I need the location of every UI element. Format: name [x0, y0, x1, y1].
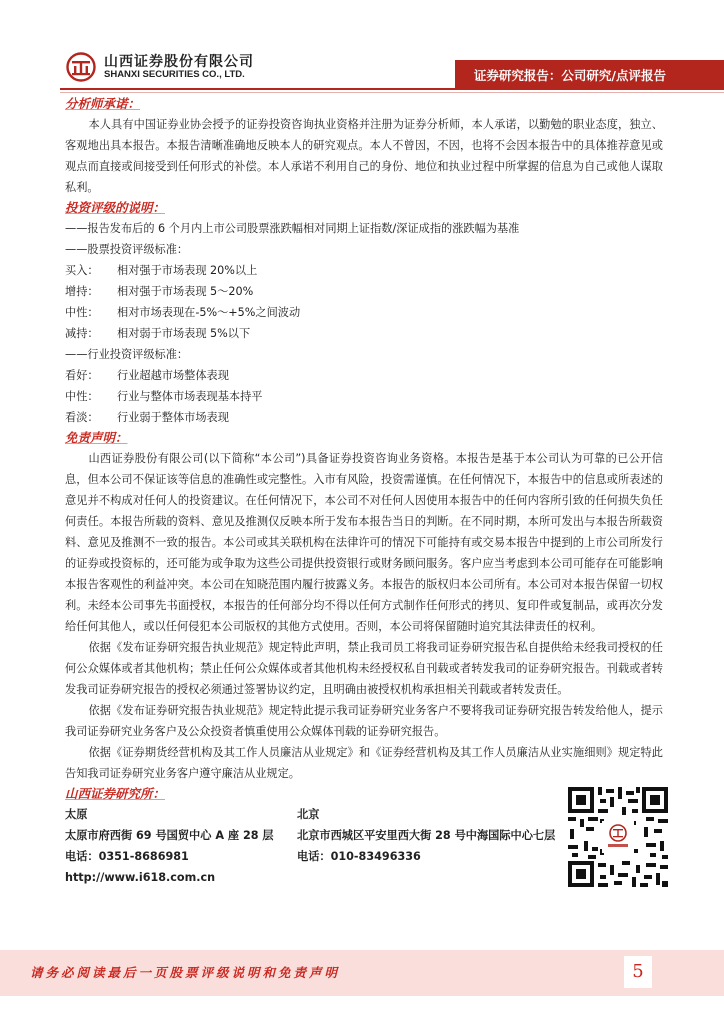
footer-notice: 请务必阅读最后一页股票评级说明和免责声明	[30, 965, 341, 980]
analyst-commitment-title: 分析师承诺：	[65, 96, 141, 111]
taiyuan-phone: 电话：0351-8686981	[65, 850, 189, 863]
analyst-commitment-text: 本人具有中国证券业协会授予的证券投资咨询执业资格并注册为证券分析师，本人承诺，以勤勉的职业态度，独立、客观地出具本报告。本报告清晰准确地反映本人的研究观点。本人不曾因，不因，也将不会因本报告中的具体推荐意见或观点而直接或间接受到任何形式的补偿。本人承诺不利用自己的身份、地位和执业过程中所掌握的信息为自己或他人谋取私利。	[65, 118, 663, 194]
rating-desc: 行业超越市场整体表现	[117, 369, 229, 382]
stock-rating-header: ——股票投资评级标准：	[65, 243, 189, 256]
research-institute-title: 山西证券研究所：	[65, 786, 166, 801]
rating-label: 中性：	[65, 306, 99, 319]
rating-desc: 相对强于市场表现 20%以上	[117, 264, 258, 277]
report-type-band	[455, 60, 724, 88]
company-name-en: SHANXI SECURITIES CO., LTD.	[104, 69, 245, 80]
disclaimer-paragraph: 山西证券股份有限公司(以下简称“本公司”)具备证券投资咨询业务资格。本报告是基于本公司认为可靠的已公开信息，但本公司不保证该等信息的准确性或完整性。入市有风险，投资需谨慎。在任何情况下，本报告中的信息或所表述的意见并不构成对任何人的投资建议。在任何情况下，本公司不对任何人因使用本报告中的任何内容所引致的任何损失负任何责任。本报告所载的资料、意见及推测仅反映本所于发布本报告当日的判断。在不同时期，本所可发出与本报告所载资料、意见及推测不一致的报告。本公司或其关联机构在法律许可的情况下可能持有或交易本报告中提到的上市公司所发行的证券或投资标的，还可能为或争取为这些公司提供投资银行或财务顾问服务。客户应当考虑到本公司可能存在可能影响本报告客观性的利益冲突。本公司在知晓范围内履行披露义务。本报告的版权归本公司所有。本公司对本报告保留一切权利。未经本公司事先书面授权，本报告的任何部分均不得以任何方式制作任何形式的拷贝、复印件或复制品，或再次分发给任何其他人，或以任何侵犯本公司版权的其他方式使用。否则，本公司将保留随时追究其法律责任的权利。	[65, 452, 663, 633]
shanxi-securities-logo-icon	[66, 52, 96, 82]
page-number: 5	[624, 956, 652, 988]
taiyuan-address: 太原市府西街 69 号国贸中心 A 座 28 层	[65, 829, 274, 842]
report-type-label: 证券研究报告：公司研究/点评报告	[473, 68, 666, 83]
document-body	[65, 94, 663, 888]
beijing-phone: 电话：010-83496336	[297, 850, 421, 863]
company-name-cn: 山西证券股份有限公司	[104, 54, 254, 70]
rating-desc: 相对弱于市场表现 5%以下	[117, 327, 251, 340]
taiyuan-city: 太原	[65, 808, 88, 821]
stock-rating-row	[65, 281, 663, 302]
rating-label: 中性：	[65, 390, 99, 403]
header-divider	[60, 88, 724, 90]
disclaimer-paragraph: 依据《发布证券研究报告执业规范》规定特此提示我司证券研究业务客户不要将我司证券研究报告转发给他人，提示我司证券研究业务客户及公众投资者慎重使用公众媒体刊载的证券研究报告。	[65, 704, 663, 738]
header-divider-thin	[60, 92, 724, 93]
taiyuan-office	[65, 804, 297, 888]
disclaimer-paragraph: 依据《证券期货经营机构及其工作人员廉洁从业规定》和《证券经营机构及其工作人员廉洁从业实施细则》规定特此告知我司证券研究业务客户遵守廉洁从业规定。	[65, 746, 663, 780]
rating-label: 减持：	[65, 327, 99, 340]
stock-rating-row	[65, 323, 663, 344]
stock-rating-row	[65, 260, 663, 281]
rating-desc: 行业弱于整体市场表现	[117, 411, 229, 424]
rating-description-title: 投资评级的说明：	[65, 200, 166, 215]
website-link[interactable]: http://www.i618.com.cn	[65, 871, 216, 884]
industry-rating-row	[65, 386, 663, 407]
industry-rating-row	[65, 365, 663, 386]
disclaimer-title: 免责声明：	[65, 430, 128, 445]
rating-label: 买入：	[65, 264, 99, 277]
beijing-office	[297, 804, 557, 888]
rating-label: 增持：	[65, 285, 99, 298]
rating-desc: 行业与整体市场表现基本持平	[117, 390, 263, 403]
beijing-address: 北京市西城区平安里西大街 28 号中海国际中心七层	[297, 829, 556, 842]
rating-label: 看好：	[65, 369, 99, 382]
disclaimer-paragraph: 依据《发布证券研究报告执业规范》规定特此声明，禁止我司员工将我司证券研究报告私自提供给未经我司授权的任何公众媒体或者其他机构；禁止任何公众媒体或者其他机构未经授权私自刊载或者转发我司的证券研究报告。刊载或者转发我司证券研究报告的授权必须通过签署协议约定，且明确由被授权机构承担相关刊载或者转发责任。	[65, 641, 663, 696]
rating-desc: 相对强于市场表现 5～20%	[117, 285, 254, 298]
industry-rating-header: ——行业投资评级标准：	[65, 348, 189, 361]
rating-desc: 相对市场表现在-5%～+5%之间波动	[117, 306, 301, 319]
qr-code-icon	[566, 785, 670, 889]
stock-rating-row	[65, 302, 663, 323]
industry-rating-row	[65, 407, 663, 428]
rating-benchmark: ——报告发布后的 6 个月内上市公司股票涨跌幅相对同期上证指数/深证成指的涨跌幅为基准	[65, 222, 520, 235]
beijing-city: 北京	[297, 808, 320, 821]
rating-label: 看淡：	[65, 411, 99, 424]
